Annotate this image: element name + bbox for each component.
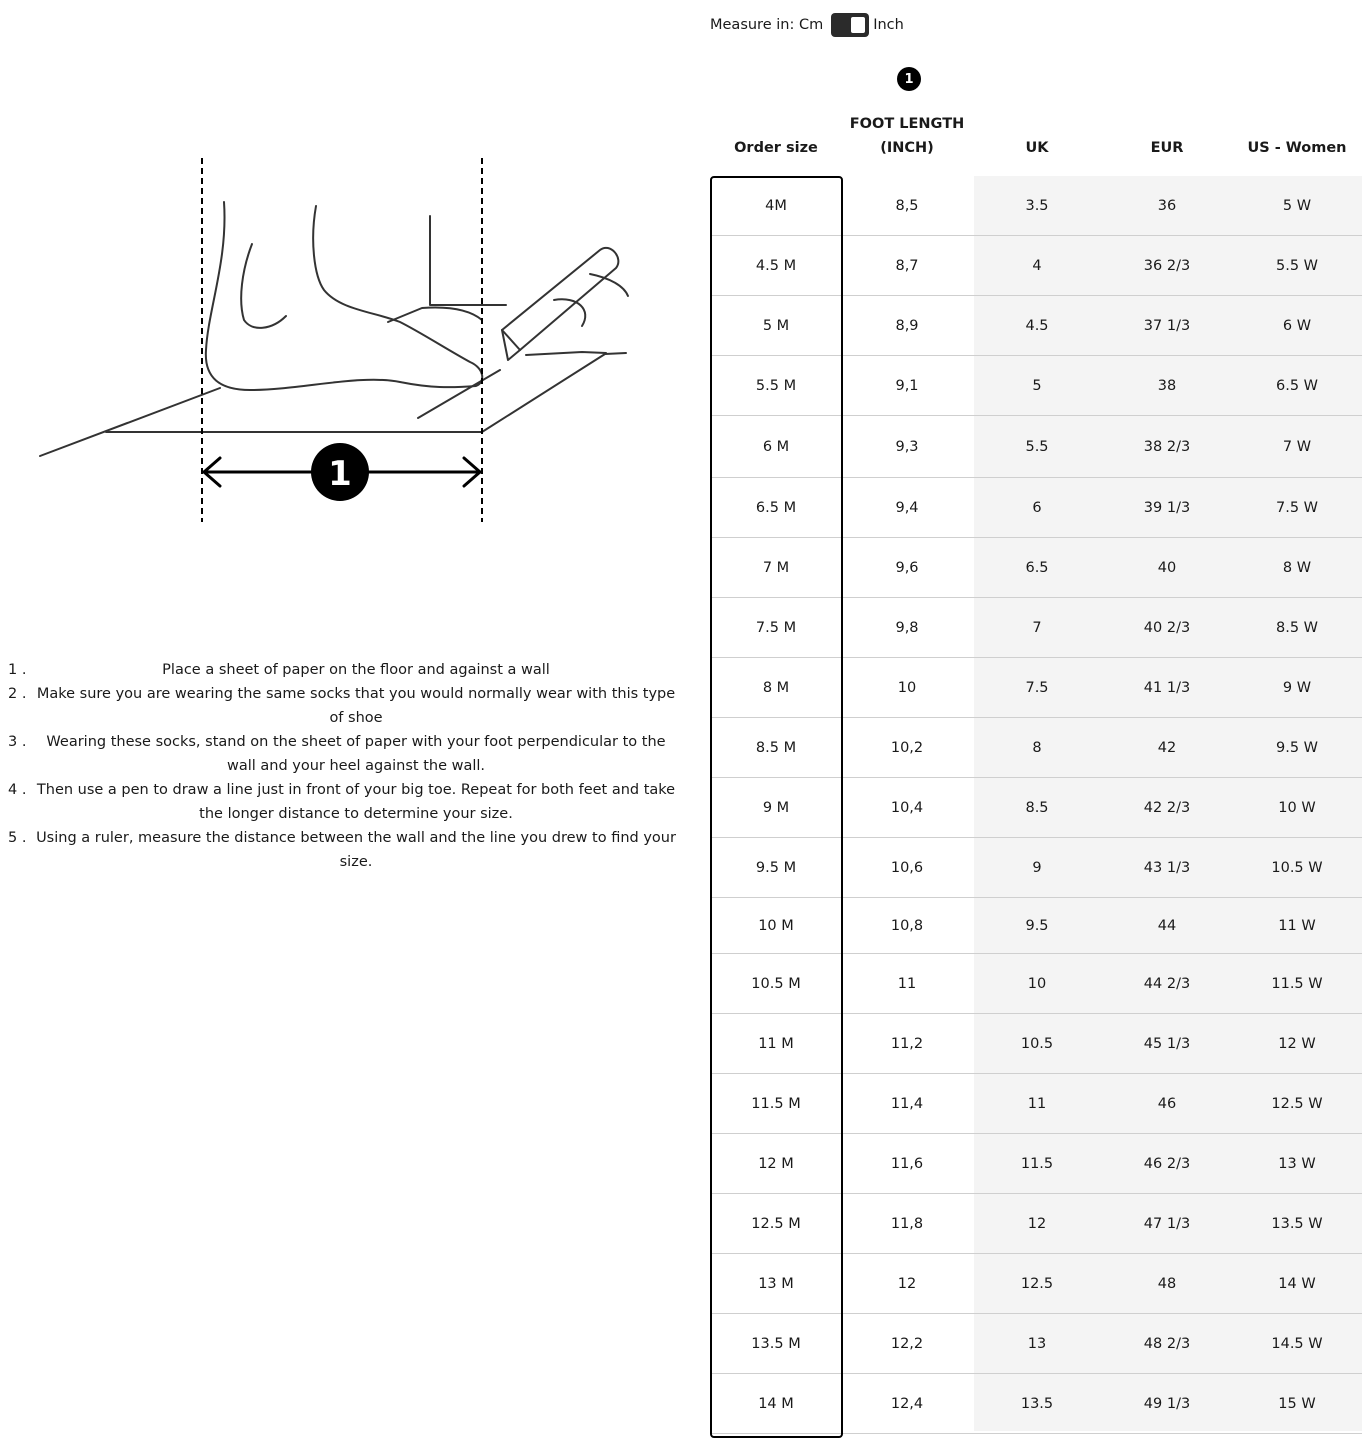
foot-length-cell: 8,5 — [895, 197, 919, 214]
foot-length-cell: 11,6 — [890, 1155, 924, 1172]
table-row — [710, 598, 1362, 658]
instruction-step — [0, 826, 690, 874]
us-women-size-cell: 9 W — [1282, 679, 1312, 696]
table-row — [710, 1374, 1362, 1434]
foot-length-cell: 9,8 — [895, 619, 919, 636]
foot-measure-illustration — [30, 150, 640, 530]
table-row — [710, 1134, 1362, 1194]
foot-length-cell: 12,4 — [890, 1395, 924, 1412]
us-women-size-cell: 9.5 W — [1275, 739, 1318, 756]
step-number: 4 . — [8, 782, 27, 798]
order-size-cell[interactable]: 11 M — [758, 1035, 794, 1052]
eur-size-cell: 46 — [1157, 1095, 1177, 1112]
us-women-size-cell: 12.5 W — [1271, 1095, 1323, 1112]
eur-size-cell: 40 2/3 — [1143, 619, 1191, 636]
table-row — [710, 838, 1362, 898]
table-row — [710, 538, 1362, 598]
order-size-cell[interactable]: 5.5 M — [755, 377, 797, 394]
foot-length-cell: 8,9 — [895, 317, 919, 334]
toggle-knob — [851, 17, 865, 33]
eur-size-cell: 37 1/3 — [1143, 317, 1191, 334]
eur-size-cell: 45 1/3 — [1143, 1035, 1191, 1052]
table-row — [710, 898, 1362, 954]
us-women-size-cell: 8.5 W — [1275, 619, 1318, 636]
size-table-body — [710, 176, 1362, 1431]
uk-size-cell: 4 — [1032, 257, 1042, 274]
foot-length-cell: 8,7 — [895, 257, 919, 274]
us-women-size-cell: 11.5 W — [1271, 975, 1323, 992]
eur-size-cell: 43 1/3 — [1143, 859, 1191, 876]
order-size-cell[interactable]: 5 M — [762, 317, 790, 334]
order-size-cell[interactable]: 10.5 M — [751, 975, 801, 992]
instruction-step — [0, 730, 690, 778]
order-size-cell[interactable]: 6 M — [762, 438, 790, 455]
order-size-cell[interactable]: 13.5 M — [751, 1335, 801, 1352]
order-size-cell[interactable]: 7.5 M — [755, 619, 797, 636]
uk-size-cell: 4.5 — [1025, 317, 1049, 334]
unit-toggle[interactable] — [831, 13, 869, 37]
order-size-cell[interactable]: 12 M — [758, 1155, 794, 1172]
foot-length-cell: 11,4 — [890, 1095, 924, 1112]
eur-size-cell: 42 — [1157, 739, 1177, 756]
eur-size-cell: 49 1/3 — [1143, 1395, 1191, 1412]
order-size-cell[interactable]: 12.5 M — [751, 1215, 801, 1232]
unit-switcher — [710, 12, 904, 38]
order-size-cell[interactable]: 11.5 M — [751, 1095, 801, 1112]
order-size-cell[interactable]: 8.5 M — [755, 739, 797, 756]
foot-length-cell: 9,3 — [895, 438, 919, 455]
uk-size-cell: 11.5 — [1020, 1155, 1054, 1172]
table-row — [710, 1014, 1362, 1074]
uk-size-cell: 7 — [1032, 619, 1042, 636]
measure-label: Measure in: Cm — [710, 17, 824, 33]
header-foot-length-line1: FOOT LENGTH — [849, 116, 965, 132]
header-us-women: US - Women — [1247, 140, 1347, 156]
foot-length-step-marker: 1 — [897, 67, 921, 91]
eur-size-cell: 46 2/3 — [1143, 1155, 1191, 1172]
table-row — [710, 176, 1362, 236]
step-text: Using a ruler, measure the distance between the wall and the line you drew to find your size. — [36, 830, 676, 870]
eur-size-cell: 48 2/3 — [1143, 1335, 1191, 1352]
step-text: Make sure you are wearing the same socks that you would normally wear with this type of shoe — [36, 686, 676, 726]
us-women-size-cell: 14.5 W — [1271, 1335, 1323, 1352]
foot-length-cell: 10,8 — [890, 917, 924, 934]
order-size-cell[interactable]: 7 M — [762, 559, 790, 576]
uk-size-cell: 3.5 — [1025, 197, 1049, 214]
foot-length-cell: 9,1 — [895, 377, 919, 394]
us-women-size-cell: 11 W — [1278, 917, 1316, 934]
step-text: Then use a pen to draw a line just in front of your big toe. Repeat for both feet and take the longer distance to determine your size. — [36, 782, 676, 822]
table-row — [710, 1314, 1362, 1374]
uk-size-cell: 6 — [1032, 499, 1042, 516]
table-row — [710, 954, 1362, 1014]
step-number: 5 . — [8, 830, 27, 846]
size-chart — [700, 0, 1362, 1431]
step-number: 1 . — [8, 662, 27, 678]
us-women-size-cell: 7.5 W — [1275, 499, 1318, 516]
header-uk: UK — [1025, 140, 1049, 156]
order-size-cell[interactable]: 13 M — [758, 1275, 794, 1292]
foot-length-cell: 10 — [897, 679, 917, 696]
illustration-marker-label: 1 — [328, 454, 352, 494]
table-row — [710, 296, 1362, 356]
table-row — [710, 1074, 1362, 1134]
uk-size-cell: 5 — [1032, 377, 1042, 394]
order-size-cell[interactable]: 14 M — [758, 1395, 794, 1412]
foot-length-cell: 9,6 — [895, 559, 919, 576]
table-row — [710, 658, 1362, 718]
table-row — [710, 1194, 1362, 1254]
uk-size-cell: 6.5 — [1025, 559, 1049, 576]
size-rows — [710, 176, 1362, 1434]
foot-length-cell: 11,2 — [890, 1035, 924, 1052]
order-size-cell[interactable]: 9 M — [762, 799, 790, 816]
table-row — [710, 356, 1362, 416]
foot-length-cell: 10,6 — [890, 859, 924, 876]
us-women-size-cell: 8 W — [1282, 559, 1312, 576]
order-size-cell[interactable]: 4.5 M — [755, 257, 797, 274]
uk-size-cell: 13 — [1027, 1335, 1047, 1352]
uk-size-cell: 12 — [1027, 1215, 1047, 1232]
eur-size-cell: 47 1/3 — [1143, 1215, 1191, 1232]
us-women-size-cell: 10 W — [1278, 799, 1316, 816]
us-women-size-cell: 6.5 W — [1275, 377, 1318, 394]
uk-size-cell: 13.5 — [1020, 1395, 1054, 1412]
instruction-step — [0, 682, 690, 730]
uk-size-cell: 5.5 — [1025, 438, 1049, 455]
foot-length-cell: 10,2 — [890, 739, 924, 756]
instruction-step — [0, 778, 690, 826]
us-women-size-cell: 12 W — [1278, 1035, 1316, 1052]
header-foot-length — [842, 110, 972, 160]
foot-length-cell: 9,4 — [895, 499, 919, 516]
order-size-cell[interactable]: 9.5 M — [755, 859, 797, 876]
uk-size-cell: 9.5 — [1025, 917, 1049, 934]
foot-length-cell: 12 — [897, 1275, 917, 1292]
uk-size-cell: 9 — [1032, 859, 1042, 876]
instruction-list — [0, 658, 690, 874]
table-row — [710, 416, 1362, 478]
us-women-size-cell: 14 W — [1278, 1275, 1316, 1292]
uk-size-cell: 10 — [1027, 975, 1047, 992]
uk-size-cell: 7.5 — [1025, 679, 1049, 696]
foot-length-cell: 11,8 — [890, 1215, 924, 1232]
us-women-size-cell: 6 W — [1282, 317, 1312, 334]
table-row — [710, 1254, 1362, 1314]
header-foot-length-line2: (INCH) — [880, 140, 934, 156]
order-size-cell[interactable]: 6.5 M — [755, 499, 797, 516]
eur-size-cell: 42 2/3 — [1143, 799, 1191, 816]
eur-size-cell: 38 — [1157, 377, 1177, 394]
eur-size-cell: 44 2/3 — [1143, 975, 1191, 992]
table-row — [710, 478, 1362, 538]
instruction-step — [0, 658, 690, 682]
uk-size-cell: 8.5 — [1025, 799, 1049, 816]
us-women-size-cell: 13.5 W — [1271, 1215, 1323, 1232]
step-text: Place a sheet of paper on the floor and against a wall — [162, 662, 550, 678]
eur-size-cell: 36 2/3 — [1143, 257, 1191, 274]
us-women-size-cell: 5 W — [1282, 197, 1312, 214]
uk-size-cell: 8 — [1032, 739, 1042, 756]
step-number: 3 . — [8, 734, 27, 750]
eur-size-cell: 39 1/3 — [1143, 499, 1191, 516]
eur-size-cell: 40 — [1157, 559, 1177, 576]
header-order-size: Order size — [734, 140, 818, 156]
table-row — [710, 778, 1362, 838]
us-women-size-cell: 10.5 W — [1271, 859, 1323, 876]
eur-size-cell: 44 — [1157, 917, 1177, 934]
us-women-size-cell: 7 W — [1282, 438, 1312, 455]
eur-size-cell: 48 — [1157, 1275, 1177, 1292]
eur-size-cell: 41 1/3 — [1143, 679, 1191, 696]
step-number: 2 . — [8, 686, 27, 702]
order-size-cell[interactable]: 8 M — [762, 679, 790, 696]
foot-length-cell: 12,2 — [890, 1335, 924, 1352]
uk-size-cell: 10.5 — [1020, 1035, 1054, 1052]
us-women-size-cell: 5.5 W — [1275, 257, 1318, 274]
us-women-size-cell: 13 W — [1278, 1155, 1316, 1172]
unit-inch-label[interactable]: Inch — [873, 17, 904, 33]
eur-size-cell: 36 — [1157, 197, 1177, 214]
foot-length-cell: 10,4 — [890, 799, 924, 816]
us-women-size-cell: 15 W — [1278, 1395, 1316, 1412]
table-row — [710, 718, 1362, 778]
order-size-cell[interactable]: 10 M — [758, 917, 794, 934]
step-text: Wearing these socks, stand on the sheet of paper with your foot perpendicular to the wall and your heel against the wall. — [46, 734, 666, 774]
uk-size-cell: 12.5 — [1020, 1275, 1054, 1292]
header-eur: EUR — [1150, 140, 1184, 156]
eur-size-cell: 38 2/3 — [1143, 438, 1191, 455]
uk-size-cell: 11 — [1027, 1095, 1047, 1112]
foot-length-cell: 11 — [897, 975, 917, 992]
table-row — [710, 236, 1362, 296]
order-size-cell[interactable]: 4M — [765, 197, 787, 214]
